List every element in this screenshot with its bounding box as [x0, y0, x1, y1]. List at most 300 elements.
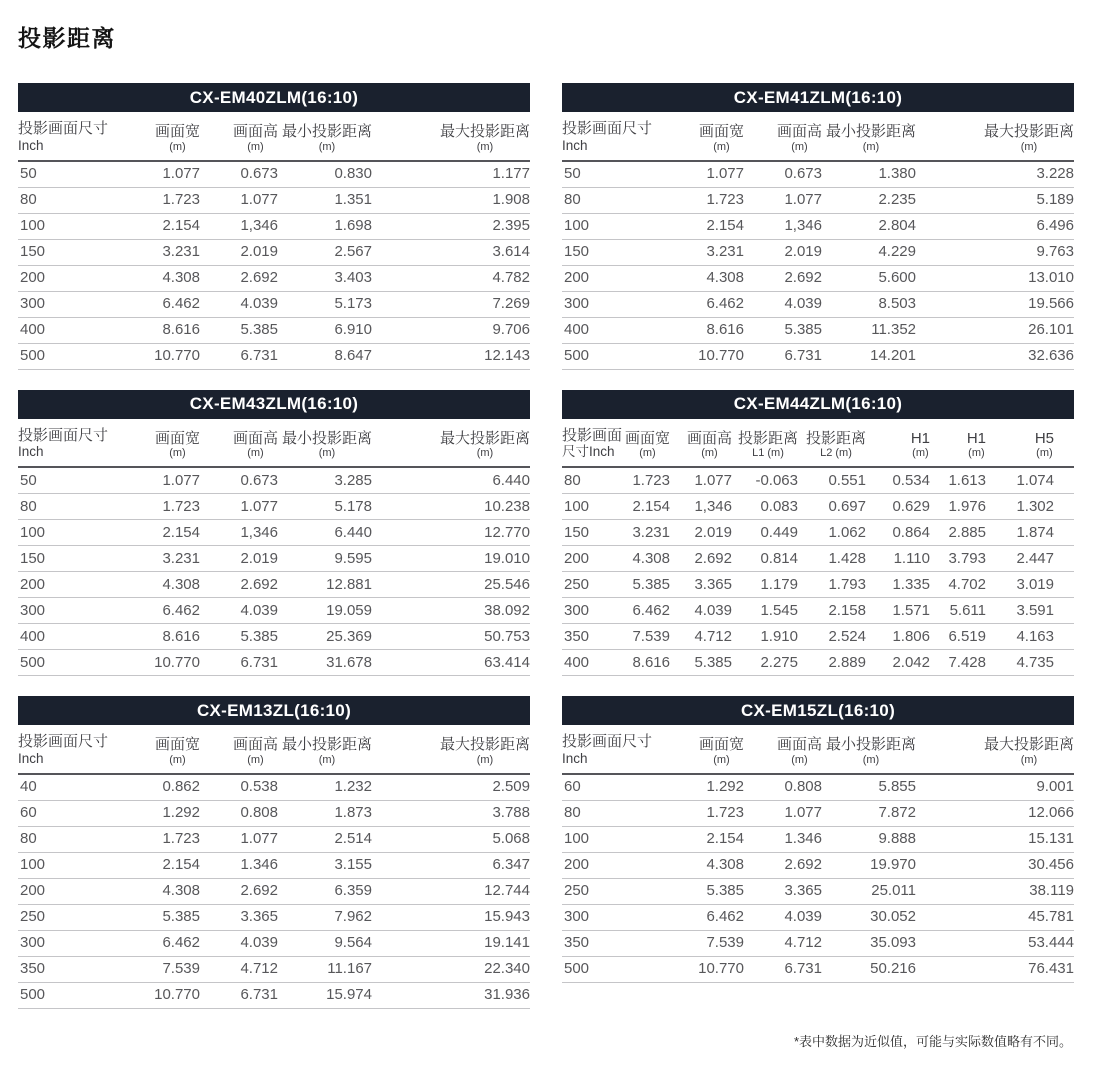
- table-cell: 1.723: [130, 187, 200, 213]
- column-header: 最大投影距离 (m): [934, 112, 1074, 161]
- footnote: *表中数据为近似值，可能与实际数值略有不同。: [793, 1033, 1072, 1049]
- table-cell: 7.428: [930, 650, 986, 676]
- table-cell: 300: [562, 598, 612, 624]
- table-cell: 500: [18, 982, 130, 1008]
- table-cell: 1.302: [986, 494, 1074, 520]
- table-cell: 0.673: [200, 467, 278, 494]
- table-cell: 4.702: [930, 572, 986, 598]
- table-cell: 150: [562, 239, 674, 265]
- table-cell: 1.873: [278, 800, 390, 826]
- table-cell: 10.238: [390, 494, 530, 520]
- table-cell: 1.292: [674, 774, 744, 801]
- table-row: [18, 956, 530, 982]
- table-cell: 2.692: [670, 546, 732, 572]
- table-cell: 8.616: [130, 624, 200, 650]
- table-cell: 12.881: [278, 572, 390, 598]
- table-cell: 200: [562, 546, 612, 572]
- table-cell: 300: [18, 930, 130, 956]
- table-body: [562, 774, 1074, 983]
- table-row: [18, 213, 530, 239]
- column-header: 画面高 (m): [200, 419, 278, 468]
- table-title: CX-EM43ZLM(16:10): [189, 394, 359, 414]
- table-cell: 3.228: [934, 161, 1074, 188]
- table-row: [18, 904, 530, 930]
- table-cell: 400: [18, 624, 130, 650]
- table-cell: 4.308: [674, 265, 744, 291]
- table-cell: 250: [18, 904, 130, 930]
- table-cell: 8.616: [130, 317, 200, 343]
- column-header: 最小投影距离 (m): [278, 725, 390, 774]
- table-cell: 7.539: [674, 930, 744, 956]
- table-cell: 8.616: [674, 317, 744, 343]
- table-cell: 2.514: [278, 826, 390, 852]
- table-cell: 1.908: [390, 187, 530, 213]
- table-cell: 1.976: [930, 494, 986, 520]
- table-cell: 30.456: [934, 852, 1074, 878]
- table-cell: 1.806: [866, 624, 930, 650]
- table-cell: 6.359: [278, 878, 390, 904]
- table-cell: 3.614: [390, 239, 530, 265]
- table-cell: 22.340: [390, 956, 530, 982]
- header-row: [562, 725, 1074, 774]
- table-cell: 19.970: [822, 852, 934, 878]
- table-body: [18, 774, 530, 1009]
- table-cell: 26.101: [934, 317, 1074, 343]
- table-cell: 4.308: [130, 572, 200, 598]
- table-cell: 1.077: [200, 187, 278, 213]
- table-cell: 5.600: [822, 265, 934, 291]
- table-cell: 8.503: [822, 291, 934, 317]
- table-cell: 3.231: [130, 239, 200, 265]
- table-head: [18, 419, 530, 468]
- column-header: 投影画面尺寸 Inch: [18, 112, 130, 161]
- table-row: [18, 598, 530, 624]
- table-cell: 300: [562, 291, 674, 317]
- table-row: [562, 494, 1074, 520]
- table-cell: 0.673: [200, 161, 278, 188]
- column-header: H5 (m): [986, 419, 1074, 468]
- table-cell: 400: [18, 317, 130, 343]
- table-cell: 2.275: [732, 650, 798, 676]
- table-cell: 9.001: [934, 774, 1074, 801]
- table-cell: 19.010: [390, 546, 530, 572]
- table-cell: 5.173: [278, 291, 390, 317]
- data-table: [18, 725, 530, 1009]
- table-row: [562, 213, 1074, 239]
- table-cell: 4.712: [670, 624, 732, 650]
- table-cell: 100: [562, 213, 674, 239]
- table-cell: 31.678: [278, 650, 390, 676]
- column-header: 最大投影距离 (m): [390, 419, 530, 468]
- table-cell: 100: [18, 213, 130, 239]
- table-cell: 1.545: [732, 598, 798, 624]
- table-row: [18, 572, 530, 598]
- table-row: [562, 520, 1074, 546]
- table-cell: 0.449: [732, 520, 798, 546]
- column-header: 投影距离 L1 (m): [732, 419, 798, 468]
- table-cell: 3.365: [670, 572, 732, 598]
- table-cell: 500: [562, 956, 674, 982]
- table-cell: 500: [562, 343, 674, 369]
- table-cell: 1.077: [744, 800, 822, 826]
- table-cell: 1.698: [278, 213, 390, 239]
- table-cell: 13.010: [934, 265, 1074, 291]
- table-row: [18, 852, 530, 878]
- table-cell: 5.385: [612, 572, 670, 598]
- table-cell: 4.712: [744, 930, 822, 956]
- table-cell: 19.141: [390, 930, 530, 956]
- table-title-bar: [562, 390, 1074, 419]
- page-title: 投影距离: [18, 25, 116, 51]
- table-cell: 0.083: [732, 494, 798, 520]
- table-cell: 80: [562, 187, 674, 213]
- table-cell: 30.052: [822, 904, 934, 930]
- table-cell: 1.110: [866, 546, 930, 572]
- column-header: 最小投影距离 (m): [278, 419, 390, 468]
- table-cell: 4.308: [674, 852, 744, 878]
- projection-table: [18, 83, 530, 370]
- table-cell: 150: [562, 520, 612, 546]
- data-table: [562, 419, 1074, 677]
- table-cell: 2.692: [744, 265, 822, 291]
- table-cell: 0.629: [866, 494, 930, 520]
- table-cell: 5.385: [200, 317, 278, 343]
- table-cell: 1.380: [822, 161, 934, 188]
- table-cell: 4.039: [200, 291, 278, 317]
- table-cell: 300: [562, 904, 674, 930]
- table-cell: 1.077: [744, 187, 822, 213]
- table-cell: 4.712: [200, 956, 278, 982]
- data-table: [18, 419, 530, 677]
- data-table: [18, 112, 530, 370]
- table-row: [18, 467, 530, 494]
- table-cell: 60: [562, 774, 674, 801]
- table-cell: 1.723: [130, 826, 200, 852]
- table-cell: 2.889: [798, 650, 866, 676]
- table-cell: 3.285: [278, 467, 390, 494]
- table-cell: 100: [562, 826, 674, 852]
- table-row: [18, 265, 530, 291]
- table-title: CX-EM15ZL(16:10): [740, 700, 896, 720]
- table-cell: 1.292: [130, 800, 200, 826]
- table-row: [562, 624, 1074, 650]
- table-row: [562, 826, 1074, 852]
- table-cell: 350: [562, 624, 612, 650]
- table-cell: 1.077: [130, 161, 200, 188]
- table-cell: 500: [18, 650, 130, 676]
- table-cell: 7.962: [278, 904, 390, 930]
- table-cell: 4.039: [670, 598, 732, 624]
- column-header: 最大投影距离 (m): [390, 112, 530, 161]
- table-title: CX-EM40ZLM(16:10): [189, 87, 359, 107]
- table-cell: 1.723: [674, 187, 744, 213]
- table-cell: 3.155: [278, 852, 390, 878]
- table-cell: 80: [562, 800, 674, 826]
- table-body: [562, 161, 1074, 370]
- table-cell: 40: [18, 774, 130, 801]
- table-title-bar: [18, 696, 530, 725]
- column-header: 画面宽 (m): [674, 112, 744, 161]
- table-cell: 6.910: [278, 317, 390, 343]
- table-cell: 2.042: [866, 650, 930, 676]
- table-body: [18, 467, 530, 676]
- table-title: CX-EM13ZL(16:10): [196, 700, 352, 720]
- table-cell: 25.369: [278, 624, 390, 650]
- table-cell: 3.403: [278, 265, 390, 291]
- table-cell: 2.447: [986, 546, 1074, 572]
- table-cell: 1.077: [670, 467, 732, 494]
- table-cell: 63.414: [390, 650, 530, 676]
- table-row: [562, 467, 1074, 494]
- table-cell: 2.154: [612, 494, 670, 520]
- table-row: [18, 239, 530, 265]
- table-cell: 3.231: [612, 520, 670, 546]
- table-cell: 1.910: [732, 624, 798, 650]
- table-cell: 2.692: [200, 265, 278, 291]
- table-cell: 60: [18, 800, 130, 826]
- table-cell: 300: [18, 291, 130, 317]
- column-header: 画面高 (m): [670, 419, 732, 468]
- table-cell: 5.385: [674, 878, 744, 904]
- table-cell: 10.770: [130, 343, 200, 369]
- table-cell: 1.571: [866, 598, 930, 624]
- table-cell: 0.697: [798, 494, 866, 520]
- table-cell: 1.077: [130, 467, 200, 494]
- table-row: [18, 161, 530, 188]
- table-cell: 0.673: [744, 161, 822, 188]
- table-cell: 53.444: [934, 930, 1074, 956]
- table-cell: 11.352: [822, 317, 934, 343]
- table-cell: 150: [18, 546, 130, 572]
- table-cell: 1.613: [930, 467, 986, 494]
- table-cell: 10.770: [674, 343, 744, 369]
- table-cell: 0.862: [130, 774, 200, 801]
- table-row: [562, 265, 1074, 291]
- column-header: 画面宽 (m): [612, 419, 670, 468]
- table-cell: 10.770: [130, 650, 200, 676]
- table-cell: 3.231: [130, 546, 200, 572]
- table-cell: 50.753: [390, 624, 530, 650]
- table-cell: 2.235: [822, 187, 934, 213]
- column-header: H1 (m): [866, 419, 930, 468]
- table-cell: 6.496: [934, 213, 1074, 239]
- table-row: [562, 650, 1074, 676]
- table-cell: 8.647: [278, 343, 390, 369]
- table-cell: 10.770: [130, 982, 200, 1008]
- table-cell: 5.385: [200, 624, 278, 650]
- table-cell: 5.068: [390, 826, 530, 852]
- column-header: 画面宽 (m): [130, 112, 200, 161]
- table-cell: 1.074: [986, 467, 1074, 494]
- table-cell: 400: [562, 317, 674, 343]
- header-row: [562, 112, 1074, 161]
- table-cell: 1.346: [200, 852, 278, 878]
- table-cell: 50.216: [822, 956, 934, 982]
- projection-table: [18, 390, 530, 677]
- table-cell: 12.143: [390, 343, 530, 369]
- table-cell: 1.077: [674, 161, 744, 188]
- table-title-bar: [562, 696, 1074, 725]
- table-cell: 1,346: [744, 213, 822, 239]
- table-title-bar: [18, 83, 530, 112]
- table-cell: 2.395: [390, 213, 530, 239]
- table-cell: 1.723: [130, 494, 200, 520]
- table-cell: 4.163: [986, 624, 1074, 650]
- table-row: [562, 598, 1074, 624]
- projection-table: [18, 696, 530, 1009]
- tables-grid: [18, 83, 1076, 1050]
- table-row: [562, 317, 1074, 343]
- table-cell: 50: [18, 467, 130, 494]
- table-cell: 32.636: [934, 343, 1074, 369]
- column-header: 画面宽 (m): [674, 725, 744, 774]
- table-title: CX-EM44ZLM(16:10): [733, 394, 903, 414]
- column-header: 画面高 (m): [744, 725, 822, 774]
- table-head: [562, 419, 1074, 468]
- table-cell: 6.462: [674, 291, 744, 317]
- column-header: 投影画面尺寸 Inch: [562, 112, 674, 161]
- table-cell: 200: [18, 572, 130, 598]
- table-cell: 1.077: [200, 494, 278, 520]
- table-cell: 4.308: [130, 265, 200, 291]
- table-cell: 0.534: [866, 467, 930, 494]
- table-row: [18, 317, 530, 343]
- table-cell: 1.062: [798, 520, 866, 546]
- table-row: [18, 624, 530, 650]
- table-row: [18, 826, 530, 852]
- table-cell: 1,346: [200, 520, 278, 546]
- table-row: [562, 904, 1074, 930]
- table-cell: 14.201: [822, 343, 934, 369]
- table-cell: 6.462: [612, 598, 670, 624]
- table-cell: 7.539: [130, 956, 200, 982]
- table-cell: 500: [18, 343, 130, 369]
- table-cell: 38.119: [934, 878, 1074, 904]
- table-cell: 200: [18, 265, 130, 291]
- table-cell: 2.804: [822, 213, 934, 239]
- column-header: H1 (m): [930, 419, 986, 468]
- table-cell: 4.308: [612, 546, 670, 572]
- table-cell: 2.019: [200, 239, 278, 265]
- table-head: [18, 725, 530, 774]
- table-cell: 6.731: [200, 982, 278, 1008]
- table-cell: 200: [562, 265, 674, 291]
- header-row: [18, 419, 530, 468]
- table-cell: 300: [18, 598, 130, 624]
- table-cell: 3.591: [986, 598, 1074, 624]
- table-cell: 1.428: [798, 546, 866, 572]
- table-cell: 5.385: [130, 904, 200, 930]
- table-row: [562, 291, 1074, 317]
- table-cell: 15.131: [934, 826, 1074, 852]
- table-cell: 76.431: [934, 956, 1074, 982]
- table-cell: 2.019: [200, 546, 278, 572]
- column-header: 投影画面尺寸 Inch: [562, 725, 674, 774]
- table-body: [562, 467, 1074, 676]
- table-row: [562, 161, 1074, 188]
- table-cell: 3.231: [674, 239, 744, 265]
- table-cell: 45.781: [934, 904, 1074, 930]
- table-cell: 4.039: [744, 904, 822, 930]
- table-cell: 5.385: [670, 650, 732, 676]
- table-cell: 4.782: [390, 265, 530, 291]
- table-cell: 4.039: [744, 291, 822, 317]
- table-row: [562, 343, 1074, 369]
- table-cell: 6.462: [130, 291, 200, 317]
- table-row: [562, 878, 1074, 904]
- table-cell: 0.864: [866, 520, 930, 546]
- table-cell: 1.177: [390, 161, 530, 188]
- table-row: [562, 774, 1074, 801]
- table-cell: 0.808: [744, 774, 822, 801]
- table-cell: 7.872: [822, 800, 934, 826]
- table-cell: 1.077: [200, 826, 278, 852]
- data-table: [562, 725, 1074, 983]
- table-cell: 6.347: [390, 852, 530, 878]
- table-cell: 2.692: [200, 572, 278, 598]
- table-cell: 150: [18, 239, 130, 265]
- table-cell: 1,346: [670, 494, 732, 520]
- table-cell: 6.731: [200, 650, 278, 676]
- table-row: [562, 239, 1074, 265]
- table-cell: 31.936: [390, 982, 530, 1008]
- table-body: [18, 161, 530, 370]
- table-cell: 9.763: [934, 239, 1074, 265]
- table-cell: 5.385: [744, 317, 822, 343]
- table-cell: 80: [18, 826, 130, 852]
- table-cell: 1.793: [798, 572, 866, 598]
- table-cell: 6.731: [200, 343, 278, 369]
- table-cell: 2.154: [674, 213, 744, 239]
- table-cell: 6.462: [674, 904, 744, 930]
- table-cell: 2.567: [278, 239, 390, 265]
- table-cell: 2.692: [200, 878, 278, 904]
- table-cell: 25.011: [822, 878, 934, 904]
- table-cell: 2.154: [130, 520, 200, 546]
- table-row: [18, 187, 530, 213]
- table-cell: 12.770: [390, 520, 530, 546]
- column-header: 投影画面尺寸 Inch: [18, 419, 130, 468]
- table-cell: 7.269: [390, 291, 530, 317]
- table-row: [562, 800, 1074, 826]
- table-cell: 25.546: [390, 572, 530, 598]
- column-header: 最小投影距离 (m): [822, 725, 934, 774]
- table-row: [562, 930, 1074, 956]
- column-header: 最大投影距离 (m): [390, 725, 530, 774]
- table-row: [562, 852, 1074, 878]
- table-cell: 6.440: [390, 467, 530, 494]
- table-cell: 35.093: [822, 930, 934, 956]
- table-cell: 1.723: [612, 467, 670, 494]
- table-cell: 3.788: [390, 800, 530, 826]
- table-cell: 50: [18, 161, 130, 188]
- table-row: [18, 878, 530, 904]
- table-cell: 1.874: [986, 520, 1074, 546]
- column-header: 最小投影距离 (m): [822, 112, 934, 161]
- table-row: [18, 930, 530, 956]
- table-cell: 4.308: [130, 878, 200, 904]
- projection-table: [562, 83, 1074, 370]
- table-cell: 1.232: [278, 774, 390, 801]
- table-cell: 8.616: [612, 650, 670, 676]
- table-head: [562, 112, 1074, 161]
- table-cell: 200: [562, 852, 674, 878]
- table-title-bar: [562, 83, 1074, 112]
- table-row: [562, 572, 1074, 598]
- table-row: [562, 187, 1074, 213]
- table-cell: 6.462: [130, 930, 200, 956]
- table-cell: 3.019: [986, 572, 1074, 598]
